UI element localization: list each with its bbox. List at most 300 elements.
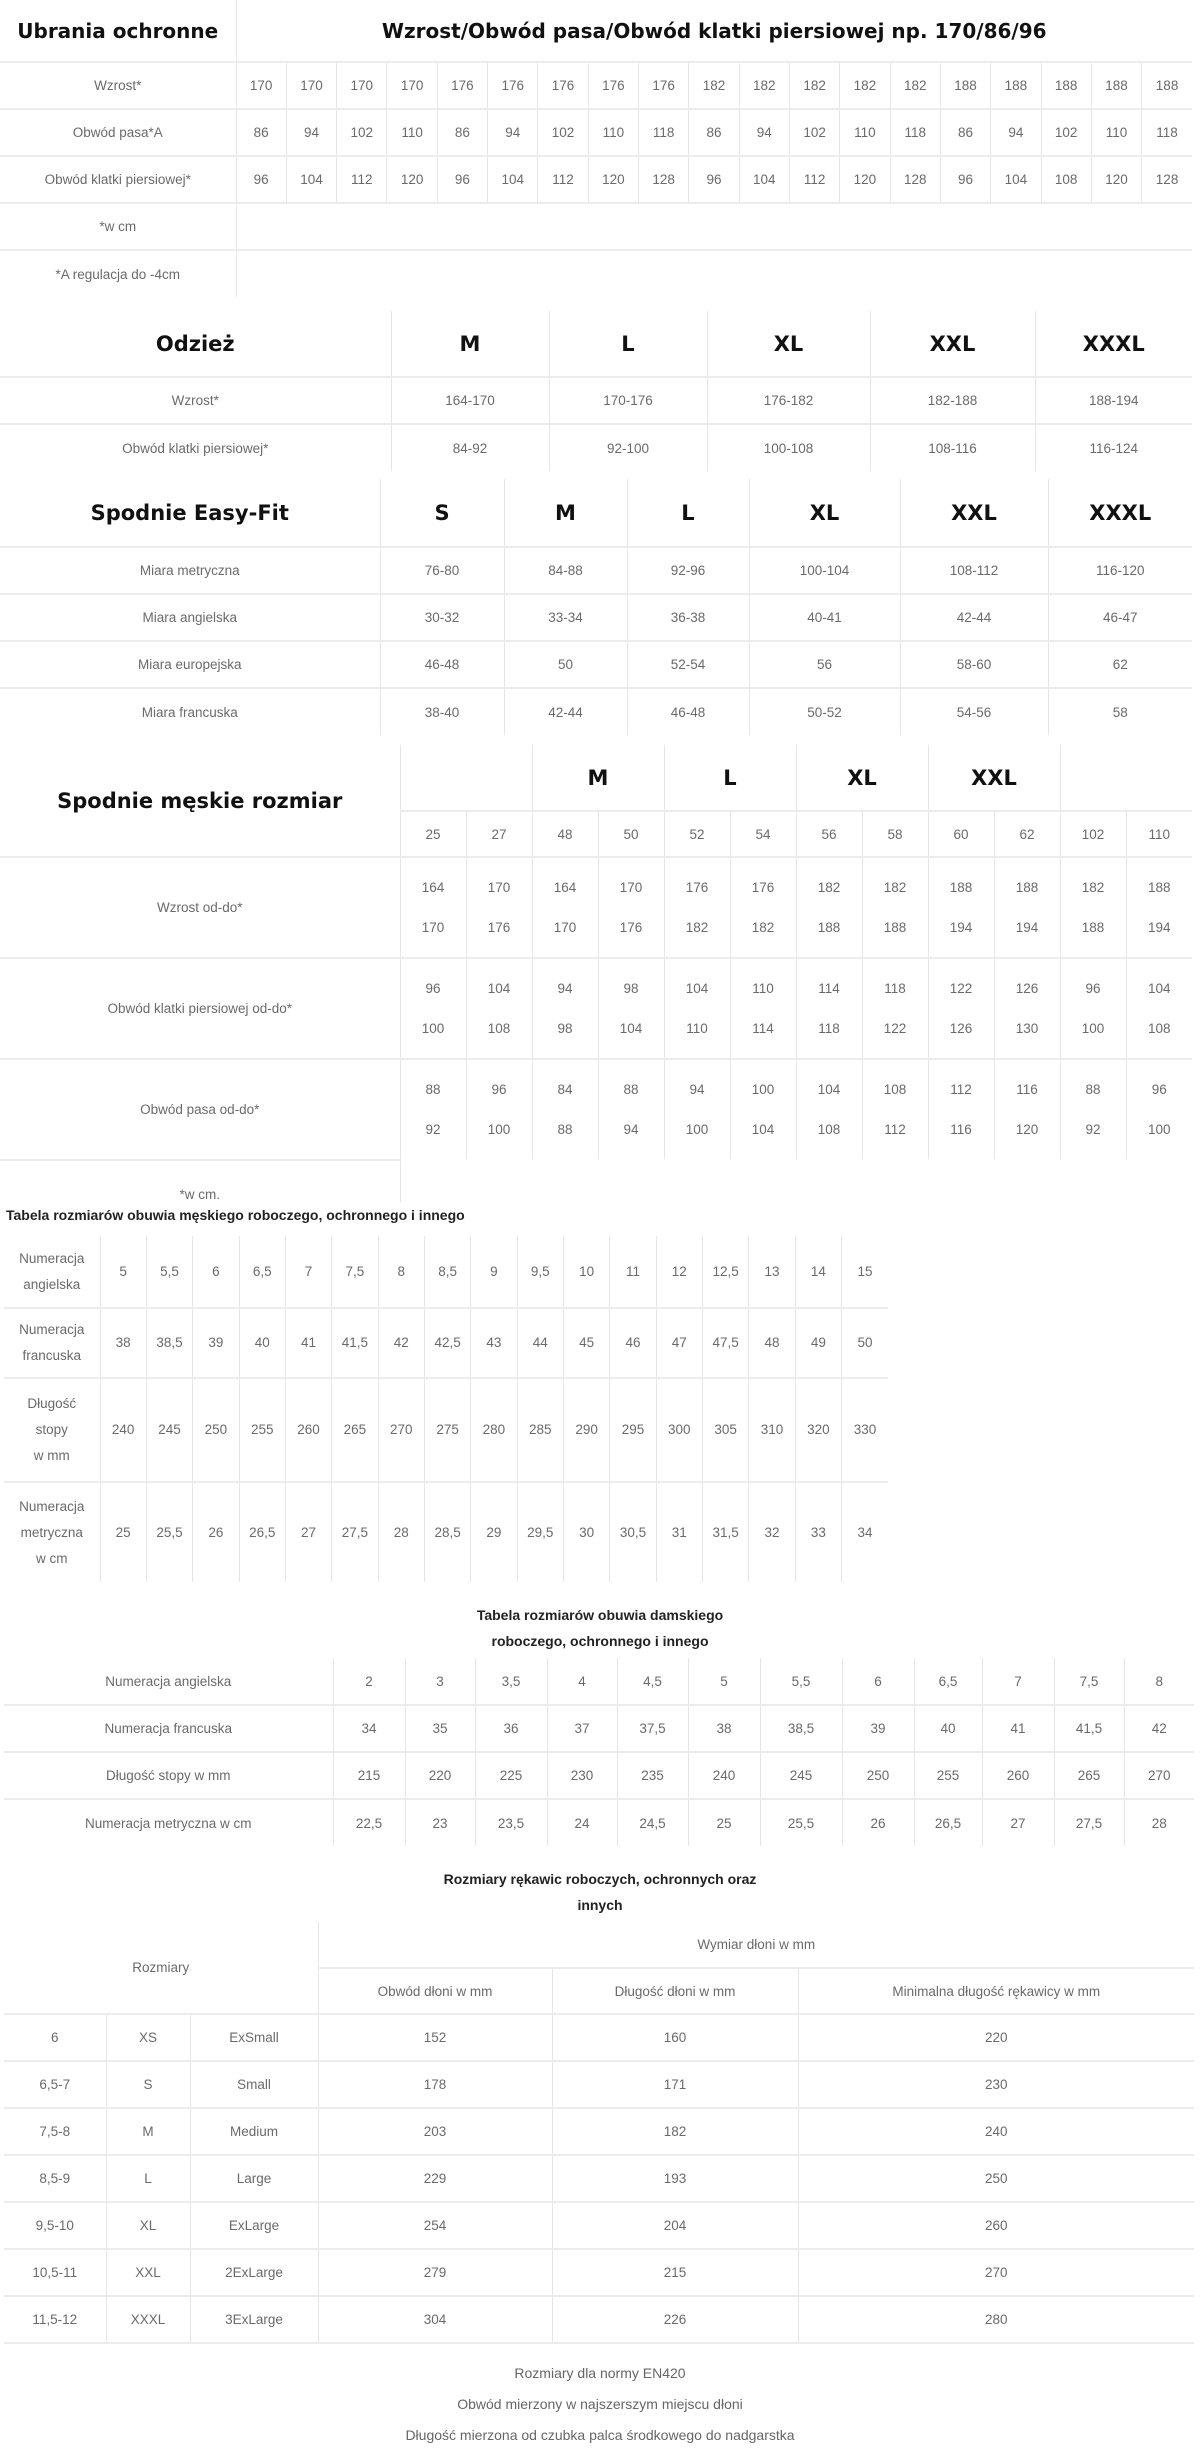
row-label-line: Długość [27,1396,77,1411]
row-label: Obwód pasa*A [0,109,236,156]
table-cell: 280 [471,1378,517,1482]
table-cell: 270 [1124,1752,1194,1799]
row-label: Wzrost* [0,62,236,109]
table-cell: 86 [940,109,990,156]
table-cell: 171 [552,2061,798,2108]
table-cell: 182 [789,62,839,109]
size-number: 25 [400,811,466,857]
table-row [0,424,1192,471]
table-cell: Medium [190,2108,318,2155]
table-cell [730,1059,796,1160]
table-cell: 50 [504,641,627,688]
table-cell: 44 [517,1308,563,1378]
table-cell: 6 [4,2014,106,2061]
mens-shoes-table [4,1236,888,1582]
table-cell: 255 [239,1378,285,1482]
empty-cell [400,1160,1192,1202]
table-cell: 8 [1124,1658,1194,1705]
table-cell [1060,857,1126,958]
empty-cell [236,203,1192,250]
table-row [0,547,1192,594]
range-from: 170 [619,879,643,895]
table-cell: 230 [547,1752,617,1799]
table-cell [862,1059,928,1160]
table-cell: 3,5 [475,1658,547,1705]
table-cell: 330 [842,1378,889,1482]
size-header: M [504,479,627,547]
table-cell: 28 [1124,1799,1194,1846]
table-cell: 182 [739,62,789,109]
table-cell [862,958,928,1059]
range-from: 182 [1081,879,1105,895]
table-cell: 58-60 [900,641,1048,688]
table-cell: 25 [688,1799,760,1846]
table-cell [928,958,994,1059]
range-to: 182 [751,919,775,935]
table-cell: 160 [552,2014,798,2061]
table-cell: 176-182 [707,377,870,424]
easy-fit-header-row [0,479,1192,547]
table-cell: 50 [842,1308,889,1378]
size-header: XXXL [1035,311,1192,377]
size-number: 50 [598,811,664,857]
table-cell: 300 [656,1378,702,1482]
range-from: 88 [1085,1081,1101,1097]
table-cell: 37,5 [617,1705,688,1752]
table-cell: 26,5 [914,1799,982,1846]
table-cell: 38 [100,1308,146,1378]
range-from: 84 [557,1081,573,1097]
table-cell: 26 [193,1482,239,1582]
range-from: 88 [623,1081,639,1097]
table-cell: 265 [1054,1752,1124,1799]
table-cell: 96 [689,156,739,203]
womens-shoes-title-line1: Tabela rozmiarów obuwia damskiego [476,1607,724,1623]
table-cell: 118 [1142,109,1192,156]
table-cell: 41 [285,1308,331,1378]
range-from: 122 [949,980,973,996]
table-cell [1126,1059,1192,1160]
table-cell: 220 [405,1752,475,1799]
table-cell [664,857,730,958]
table-cell: 24 [547,1799,617,1846]
column-header: Obwód dłoni w mm [318,1968,552,2014]
table-cell: 27 [285,1482,331,1582]
range-to: 188 [1081,919,1105,935]
table-cell: 27,5 [1054,1799,1124,1846]
range-from: 94 [689,1081,705,1097]
row-label: Numeracja metryczna w cm [4,1799,333,1846]
table-cell: 178 [318,2061,552,2108]
sizes-header: Rozmiary [132,1960,190,1975]
table-cell: 29,5 [517,1482,563,1582]
range-from: 96 [1085,980,1101,996]
table-cell: 240 [100,1378,146,1482]
table-cell: 152 [318,2014,552,2061]
table-cell: 58 [1048,688,1192,735]
table-cell [730,857,796,958]
table-cell: 34 [333,1705,405,1752]
table-cell: M [106,2108,190,2155]
table-cell: 48 [749,1308,795,1378]
table-cell: 188 [1041,62,1091,109]
table-cell [532,958,598,1059]
range-from: 164 [553,879,577,895]
table-cell [598,958,664,1059]
table-cell: 120 [1091,156,1141,203]
table-cell: 225 [475,1752,547,1799]
size-number: 62 [994,811,1060,857]
range-from: 176 [685,879,709,895]
table-cell: 96 [236,156,286,203]
table-row [4,2061,1194,2108]
range-to: 100 [487,1121,511,1137]
table-cell: 265 [332,1378,378,1482]
table-cell: 42,5 [424,1308,470,1378]
table-cell: 94 [739,109,789,156]
table-cell: XXXL [106,2296,190,2343]
table-cell: 182-188 [870,377,1035,424]
table-row [0,109,1192,156]
range-to: 122 [883,1020,907,1036]
row-label: Miara metryczna [0,547,380,594]
table-cell: 38,5 [760,1705,842,1752]
table-cell: 11,5-12 [4,2296,106,2343]
table-cell: 47,5 [702,1308,748,1378]
range-from: 116 [1016,1081,1038,1097]
range-from: 114 [818,980,840,996]
table-cell: 92-96 [627,547,749,594]
table-cell: 24,5 [617,1799,688,1846]
table-cell: 240 [798,2108,1194,2155]
table-row [0,641,1192,688]
table-row [4,1705,1194,1752]
table-cell: 46-48 [380,641,504,688]
size-number: 110 [1126,811,1192,857]
table-cell: 270 [798,2249,1194,2296]
range-from: 98 [623,980,639,996]
table-cell: 46-48 [627,688,749,735]
table-row [4,2249,1194,2296]
mens-pants-table [0,745,1192,1202]
table-cell: 42-44 [504,688,627,735]
table-cell: 235 [617,1752,688,1799]
row-label: Obwód klatki piersiowej od-do* [0,958,400,1059]
size-header: XL [707,311,870,377]
table-cell: 8 [378,1236,424,1308]
table-cell: 41,5 [332,1308,378,1378]
range-from: 104 [487,980,511,996]
table-cell: 33-34 [504,594,627,641]
range-from: 176 [751,879,775,895]
range-from: 108 [883,1081,907,1097]
table-cell: 84-88 [504,547,627,594]
table-row [4,1752,1194,1799]
table-cell: 170 [286,62,336,109]
table-cell: 28,5 [424,1482,470,1582]
range-to: 100 [1147,1121,1171,1137]
range-to: 120 [1015,1121,1039,1137]
table-cell: 215 [552,2249,798,2296]
table-cell [994,1059,1060,1160]
table-cell [1060,1059,1126,1160]
size-header: L [627,479,749,547]
table-row [0,377,1192,424]
range-from: 112 [950,1081,972,1097]
clothing-table [0,311,1192,471]
range-to: 116 [950,1121,972,1137]
row-label: Numeracja francuska [4,1705,333,1752]
range-from: 100 [751,1081,775,1097]
empty-cell [236,250,1192,297]
table-cell [1126,958,1192,1059]
table-cell: 255 [914,1752,982,1799]
table-bottom-border [4,2343,1194,2344]
gloves-note: Obwód mierzony w najszerszym miejscu dłoni [457,2396,743,2412]
table-cell: 4 [547,1658,617,1705]
range-to: 92 [425,1121,441,1137]
gloves-table [4,1922,1194,2344]
table-cell: 2ExLarge [190,2249,318,2296]
table-cell: 112 [337,156,387,203]
table-cell: 110 [588,109,638,156]
table-cell: 40 [914,1705,982,1752]
table-cell: 96 [940,156,990,203]
table-cell: 176 [639,62,689,109]
table-cell: 193 [552,2155,798,2202]
row-label: Miara angielska [0,594,380,641]
table-cell: 6,5-7 [4,2061,106,2108]
table-cell: 290 [563,1378,609,1482]
table-cell: 10 [563,1236,609,1308]
column-header: Długość dłoni w mm [552,1968,798,2014]
table-cell [466,1059,532,1160]
table-cell: 182 [890,62,940,109]
table-cell: 96 [437,156,487,203]
row-label: Obwód klatki piersiowej* [0,156,236,203]
range-from: 188 [1015,879,1039,895]
table-cell: ExLarge [190,2202,318,2249]
table-cell: 188 [991,62,1041,109]
table-cell: 31,5 [702,1482,748,1582]
table-cell: 47 [656,1308,702,1378]
range-to: 100 [685,1121,709,1137]
table-cell [928,1059,994,1160]
size-header: S [380,479,504,547]
table-cell: 6 [842,1658,914,1705]
table-cell: 7 [285,1236,331,1308]
table-row [4,1658,1194,1705]
table-cell: 305 [702,1378,748,1482]
range-from: 188 [949,879,973,895]
size-number: 54 [730,811,796,857]
table-cell: XXL [106,2249,190,2296]
table-cell: 128 [1142,156,1192,203]
table-cell: 260 [285,1378,331,1482]
row-label: Numeracja angielska [105,1673,232,1689]
row-label-line: Numeracja [19,1322,85,1337]
womens-shoes-table [4,1658,1194,1846]
table-cell: 36-38 [627,594,749,641]
table-cell: 22,5 [333,1799,405,1846]
range-to: 108 [1147,1020,1171,1036]
table-cell: XL [106,2202,190,2249]
table-cell: 102 [789,109,839,156]
table-cell: 13 [749,1236,795,1308]
range-to: 118 [818,1020,840,1036]
table-cell: 203 [318,2108,552,2155]
table-cell: 27 [982,1799,1054,1846]
size-header: XXXL [1048,479,1192,547]
table-cell: 49 [795,1308,841,1378]
table-cell: 35 [405,1705,475,1752]
womens-shoes-title [0,1602,1200,1654]
table-cell: 33 [795,1482,841,1582]
table-cell: 118 [639,109,689,156]
size-header: XL [749,479,900,547]
table-cell: 170 [337,62,387,109]
table-cell: 176 [437,62,487,109]
table-cell: 86 [437,109,487,156]
table-cell [1060,958,1126,1059]
table-cell: 164-170 [391,377,549,424]
row-label: Obwód pasa od-do* [0,1059,400,1160]
table-cell: 86 [236,109,286,156]
hand-dimension-header: Wymiar dłoni w mm [318,1922,1194,1968]
table-cell: 30-32 [380,594,504,641]
table-cell: 8,5-9 [4,2155,106,2202]
range-from: 96 [491,1081,507,1097]
table-cell: 112 [789,156,839,203]
table-cell: 11 [610,1236,656,1308]
table-cell: 30 [563,1482,609,1582]
range-to: 104 [751,1121,775,1137]
table-cell: 188 [940,62,990,109]
range-from: 94 [557,980,573,996]
table-cell: 110 [840,109,890,156]
table-row [0,688,1192,735]
table-cell: 38 [688,1705,760,1752]
range-from: 96 [1151,1081,1167,1097]
table-cell: 7 [982,1658,1054,1705]
range-to: 176 [619,919,643,935]
table-cell: 3 [405,1658,475,1705]
table-cell: 170-176 [549,377,707,424]
table-row [0,1059,1192,1160]
table-cell [598,1059,664,1160]
range-from: 104 [1147,980,1171,996]
table-row [4,1482,888,1582]
range-to: 100 [421,1020,445,1036]
table-row [4,1378,888,1482]
row-label: Miara europejska [0,641,380,688]
table-cell: 28 [378,1482,424,1582]
table-cell: 23,5 [475,1799,547,1846]
table-cell: 320 [795,1378,841,1482]
table-cell: 182 [552,2108,798,2155]
row-label-line: w cm [36,1550,68,1566]
table-cell: 260 [798,2202,1194,2249]
range-from: 164 [421,879,445,895]
table-cell: 215 [333,1752,405,1799]
table-cell: 39 [842,1705,914,1752]
table-cell [532,857,598,958]
table-row [0,62,1192,109]
range-from: 182 [817,879,841,895]
table-cell: 9,5 [517,1236,563,1308]
size-number: 60 [928,811,994,857]
table-cell: 15 [842,1236,889,1308]
table-cell: 4,5 [617,1658,688,1705]
table-cell: 304 [318,2296,552,2343]
table-cell: 108-116 [870,424,1035,471]
size-number: 58 [862,811,928,857]
table-cell: 46 [610,1308,656,1378]
table-cell: 8,5 [424,1236,470,1308]
table-cell: 94 [286,109,336,156]
table-cell: 128 [639,156,689,203]
table-cell: XS [106,2014,190,2061]
size-group-header: M [532,745,664,811]
table-cell [994,958,1060,1059]
table-cell: 280 [798,2296,1194,2343]
table-cell: 6 [193,1236,239,1308]
table-cell [730,958,796,1059]
range-to: 170 [421,919,445,935]
table-cell: 279 [318,2249,552,2296]
table-cell: 42 [1124,1705,1194,1752]
row-label-line: francuska [22,1348,82,1363]
table-cell: 120 [588,156,638,203]
table-row [4,2108,1194,2155]
easy-fit-title: Spodnie Easy-Fit [90,500,289,525]
table-cell [796,958,862,1059]
table-cell: 41 [982,1705,1054,1752]
gloves-note: Rozmiary dla normy EN420 [514,2365,686,2381]
table-cell: 76-80 [380,547,504,594]
table-cell: 94 [991,109,1041,156]
table-row [4,2202,1194,2249]
table-cell: 204 [552,2202,798,2249]
range-from: 118 [884,980,906,996]
table-row [0,594,1192,641]
table-cell [862,857,928,958]
table-cell [466,857,532,958]
note-cm: *w cm [0,203,236,250]
table-cell: 110 [387,109,437,156]
table-cell: 254 [318,2202,552,2249]
table-cell [400,958,466,1059]
range-from: 104 [685,980,709,996]
table-cell: 116-124 [1035,424,1192,471]
table-cell: 25,5 [760,1799,842,1846]
clothing-header-row [0,311,1192,377]
table-cell: 108-112 [900,547,1048,594]
table-cell: 170 [387,62,437,109]
table-cell: 10,5-11 [4,2249,106,2296]
table-cell: 31 [656,1482,702,1582]
table-cell: Small [190,2061,318,2108]
table-cell: 29 [471,1482,517,1582]
table-cell: 260 [982,1752,1054,1799]
table-cell: 182 [689,62,739,109]
range-to: 176 [487,919,511,935]
table-cell: 2 [333,1658,405,1705]
protective-clothing-subtitle: Wzrost/Obwód pasa/Obwód klatki piersiowej np. 170/86/96 [236,0,1192,62]
table-cell [400,857,466,958]
table-cell: 14 [795,1236,841,1308]
table-cell: 6,5 [239,1236,285,1308]
